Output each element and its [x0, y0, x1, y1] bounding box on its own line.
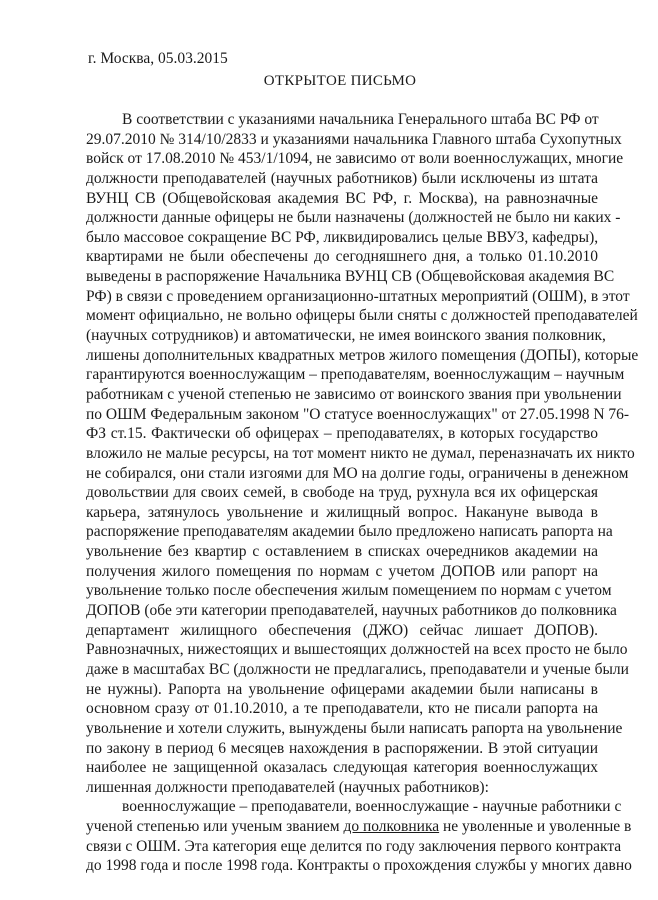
body-line: работникам с ученой степенью не зависимо от воинского звания при увольнении [86, 385, 622, 403]
body-line: ДОПОВ (обе эти категории преподавателей, научных работников до полковника [86, 602, 617, 620]
body-line-with-underline [86, 817, 632, 837]
body-line: ВУНЦ СВ (Общевойсковая академия ВС РФ, г. Москва), на равнозначные [86, 189, 598, 207]
body-line: 29.07.2010 № 314/10/2833 и указаниями начальника Главного штаба Сухопутных [86, 130, 622, 148]
body-line: войск от 17.08.2010 № 453/1/1094, не зависимо от воли военнослужащих, многие [86, 150, 624, 168]
body-line: увольнение без квартир с оставлением в списках очередников академии на [86, 543, 598, 561]
body-line: военнослужащие – преподаватели, военнослужащие - научные работники с [122, 798, 622, 816]
body-line: гарантируются военнослужащим – преподавателям, военнослужащим – научным [86, 366, 625, 384]
body-line: должности преподавателей (научных работников) были исключены из штата [86, 169, 598, 187]
body-line: квартирами не были обеспечены до сегодняшнего дня, а только 01.10.2010 [86, 248, 598, 266]
body-line: карьера, затянулось увольнение и жилищный вопрос. Накануне вывода в [86, 503, 598, 521]
body-line: основном сразу от 01.10.2010, а те преподаватели, кто не писали рапорта на [86, 700, 598, 718]
body-line: довольствии для своих семей, в свободе на труд, рухнула вся их офицерская [86, 484, 598, 502]
body-line: Равнозначных, нижестоящих и вышестоящих должностей на всех просто не было [86, 641, 628, 659]
body-line: наиболее не защищенной оказалась следующая категория военнослужащих [86, 759, 598, 777]
body-line: ФЗ ст.15. Фактически об офицерах – преподавателях, в которых государство [86, 425, 598, 443]
body-line: департамент жилищного обеспечения (ДЖО) сейчас лишает ДОПОВ). [86, 621, 598, 639]
body-line: лишены дополнительных квадратных метров жилого помещения (ДОПЫ), которые [86, 346, 639, 364]
body-line: даже в масштабах ВС (должности не предлагались, преподаватели и ученые были [86, 660, 629, 678]
body-line: по ОШМ Федеральным законом "О статусе военнослужащих" от 27.05.1998 N 76- [86, 405, 630, 423]
body-line: до 1998 года и после 1998 года. Контракты о прохождения службы у многих давно [86, 857, 632, 875]
body-line: получения жилого помещения по нормам с учетом ДОПОВ или рапорт на [86, 562, 598, 580]
body-line: увольнение только после обеспечения жилым помещением по нормам с учетом [86, 582, 612, 600]
body-text-segment: ученой степенью или ученым званием [86, 818, 340, 836]
body-line: увольнение и хотели служить, вынуждены были написать рапорта на увольнение [86, 719, 623, 737]
body-line: (научных сотрудников) и автоматически, не имея воинского звания полковник, [86, 327, 606, 345]
body-line: распоряжение преподавателям академии было предложено написать рапорта на [86, 523, 613, 541]
body-line: по закону в период 6 месяцев нахождения в распоряжении. В этой ситуации [86, 739, 598, 757]
body-line: момент официально, не вольно офицеры были сняты с должностей преподавателей [86, 307, 638, 325]
body-line: вложило не малые ресурсы, на тот момент никто не думал, переназначать их никто [86, 444, 635, 462]
letter-title: ОТКРЫТОЕ ПИСЬМО [263, 73, 417, 89]
body-line: РФ) в связи с проведением организационно-штатных мероприятий (ОШМ), в этот [86, 287, 630, 305]
body-line: лишенная должности преподавателей (научных работников): [86, 778, 489, 796]
underlined-phrase: до полковника [343, 818, 440, 836]
body-line: связи с ОШМ. Эта категория еще делится по году заключения первого контракта [86, 837, 622, 855]
letter-body [86, 110, 639, 876]
place-and-date: г. Москва, 05.03.2015 [88, 50, 228, 67]
body-line: В соответствии с указаниями начальника Генерального штаба ВС РФ от [122, 111, 599, 128]
body-line: было массовое сокращение ВС РФ, ликвидировались целые ВВУЗ, кафедры), [86, 228, 599, 246]
body-line: не собирался, они стали изгоями для МО на долгие годы, ограничены в денежном [86, 464, 629, 482]
body-line: не нужны). Рапорта на увольнение офицерами академии были написаны в [86, 680, 598, 698]
body-text-segment: не уволенные и уволенные в [443, 818, 632, 836]
body-line: должности данные офицеры не были назначены (должностей не было ни каких - [86, 209, 621, 227]
body-line: выведены в распоряжение Начальника ВУНЦ СВ (Общевойсковая академия ВС [86, 268, 615, 286]
